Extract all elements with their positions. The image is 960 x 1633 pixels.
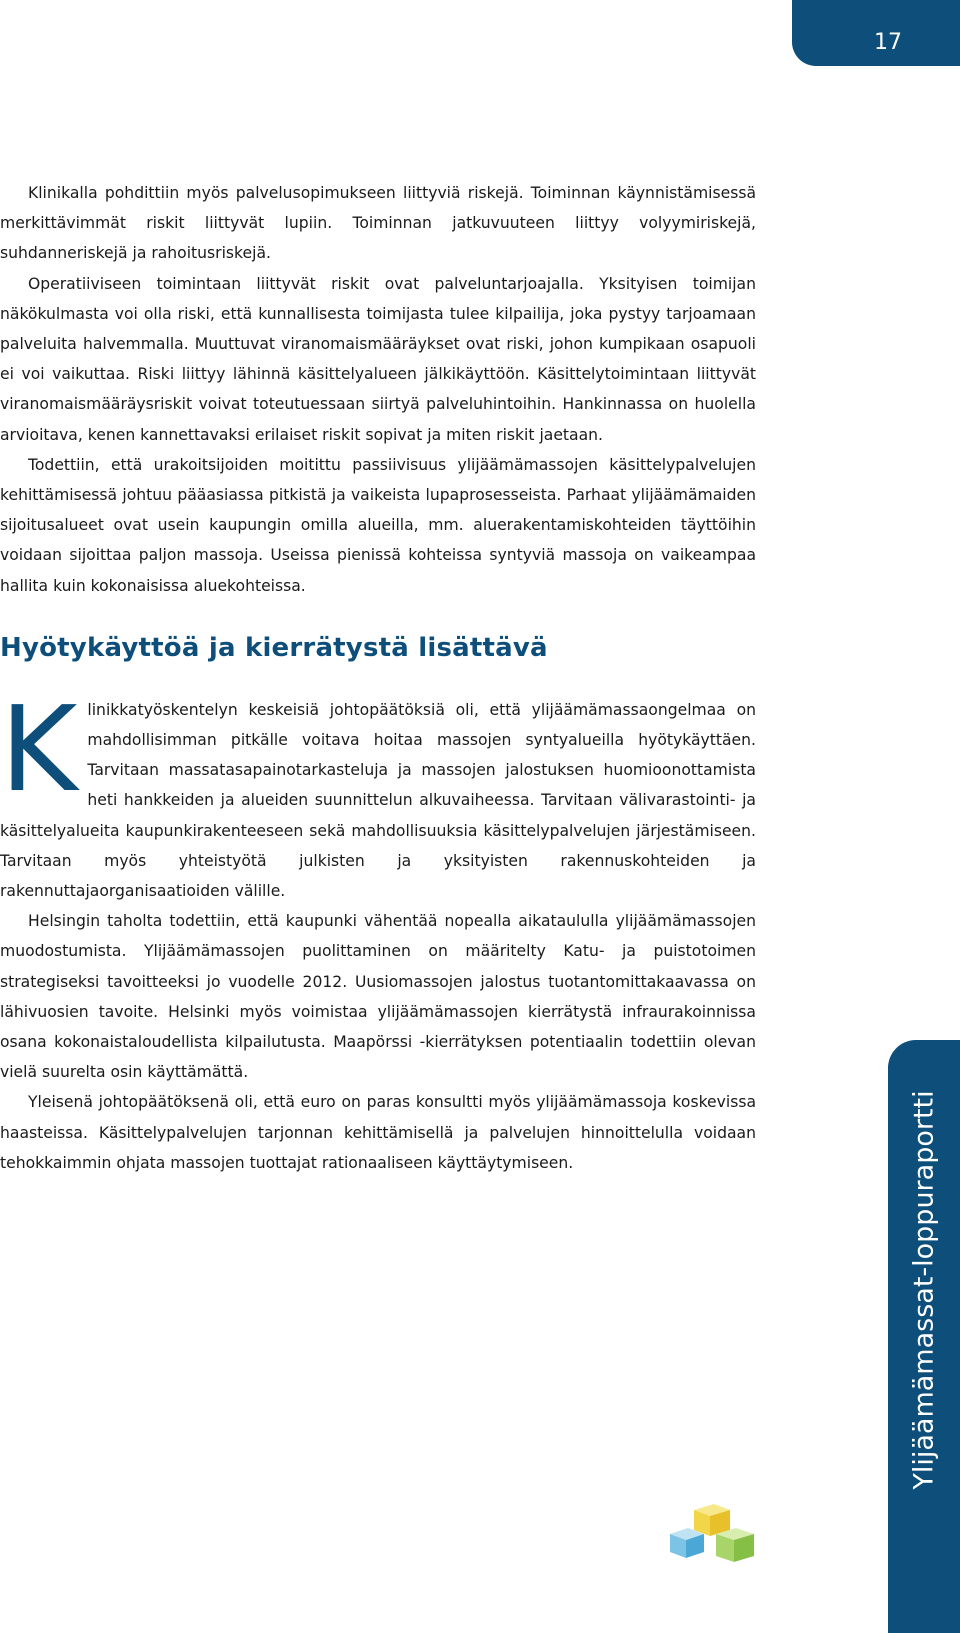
dropcap-letter: K	[0, 679, 78, 818]
paragraph: Klinikalla pohdittiin myös palvelusopimukseen liittyviä riskejä. Toiminnan käynnistämisessä merkittävimmät riskit liittyvät lupiin. Toiminnan jatkuvuuteen liittyy volyymiriskejä, suhdanneriskejä ja rahoitusriskejä.	[0, 184, 756, 263]
cubes-logo-icon	[664, 1500, 764, 1570]
page-number: 17	[874, 30, 902, 55]
paragraph: Helsingin taholta todettiin, että kaupunki vähentää nopealla aikataululla ylijäämämassojen muodostumista. Ylijäämämassojen puolittaminen on määritelty Katu- ja puistotoimen strategiseksi tavoitteeksi jo vuodelle 2012. Uusiomassojen jalostus tuotantomittakaavassa on lähivuosien tavoite. Helsinki myös voimistaa ylijäämämassojen kierrätystä infraurakoinnissa osana kokonaistaloudellista kilpailutusta. Maapörssi -kierrätyksen potentiaalin todettiin olevan vielä suurelta osin käyttämättä.	[0, 912, 756, 1082]
dropcap-paragraph	[0, 679, 756, 906]
paragraph: Operatiiviseen toimintaan liittyvät riskit ovat palveluntarjoajalla. Yksityisen toimijan näkökulmasta voi olla riski, että kunnallisesta toimijasta tulee kilpailija, joka pystyy tarjoamaan palveluita halvemmalla. Muuttuvat viranomaismääräykset ovat riski, johon kumpikaan osapuoli ei voi vaikuttaa. Riski liittyy lähinnä käsittelyalueen jälkikäyttöön. Käsittelytoimintaan liittyvät viranomaismääräysriskit voivat toteutuessaan siirtyä palveluhintoihin. Hankinnassa on huolella arvioitava, kenen kannettavaksi erilaiset riskit sopivat ja miten riskit jaetaan.	[0, 274, 756, 444]
dropcap-paragraph-text: linikkatyöskentelyn keskeisiä johtopäätöksiä oli, että ylijäämämassaongelmaa on mahdollisimman pitkälle voitava hoitaa massojen syntyalueilla hyötykäyttäen. Tarvitaan massatasapainotarkasteluja ja massojen jalostuksen huomioonottamista heti hankkeiden ja alueiden suunnittelun alkuvaiheessa. Tarvitaan välivarastointi- ja käsittelyalueita kaupunkirakenteeseen sekä mahdollisuuksia käsittelypalvelujen järjestämiseen. Tarvitaan myös yhteistyötä julkisten ja yksityisten rakennuskohteiden ja rakennuttajaorganisaatioiden välille.	[0, 700, 756, 901]
side-label: Ylijäämämassat-loppuraportti	[908, 1090, 940, 1490]
paragraph: Todettiin, että urakoitsijoiden moitittu passiivisuus ylijäämämassojen käsittelypalvelujen kehittämisessä johtuu pääasiassa pitkistä ja vaikeista lupaprosesseista. Parhaat ylijäämämaiden sijoitusalueet ovat usein kaupungin omilla alueilla, mm. aluerakentamiskohteiden täyttöihin voidaan sijoittaa paljon massoja. Useissa pienissä kohteissa syntyviä massoja on vaikeampaa hallita kuin kokonaisissa aluekohteissa.	[0, 455, 756, 595]
section-heading: Hyötykäyttöä ja kierrätystä lisättävä	[0, 632, 548, 663]
paragraph: Yleisenä johtopäätöksenä oli, että euro on paras konsultti myös ylijäämämassoja koskevissa haasteissa. Käsittelypalvelujen tarjonnan kehittämisellä ja palvelujen hinnoittelulla voidaan tehokkaimmin ohjata massojen tuottajat rationaaliseen käyttäytymiseen.	[0, 1093, 756, 1172]
article-body	[0, 178, 756, 1178]
page-number-tab	[792, 0, 960, 66]
